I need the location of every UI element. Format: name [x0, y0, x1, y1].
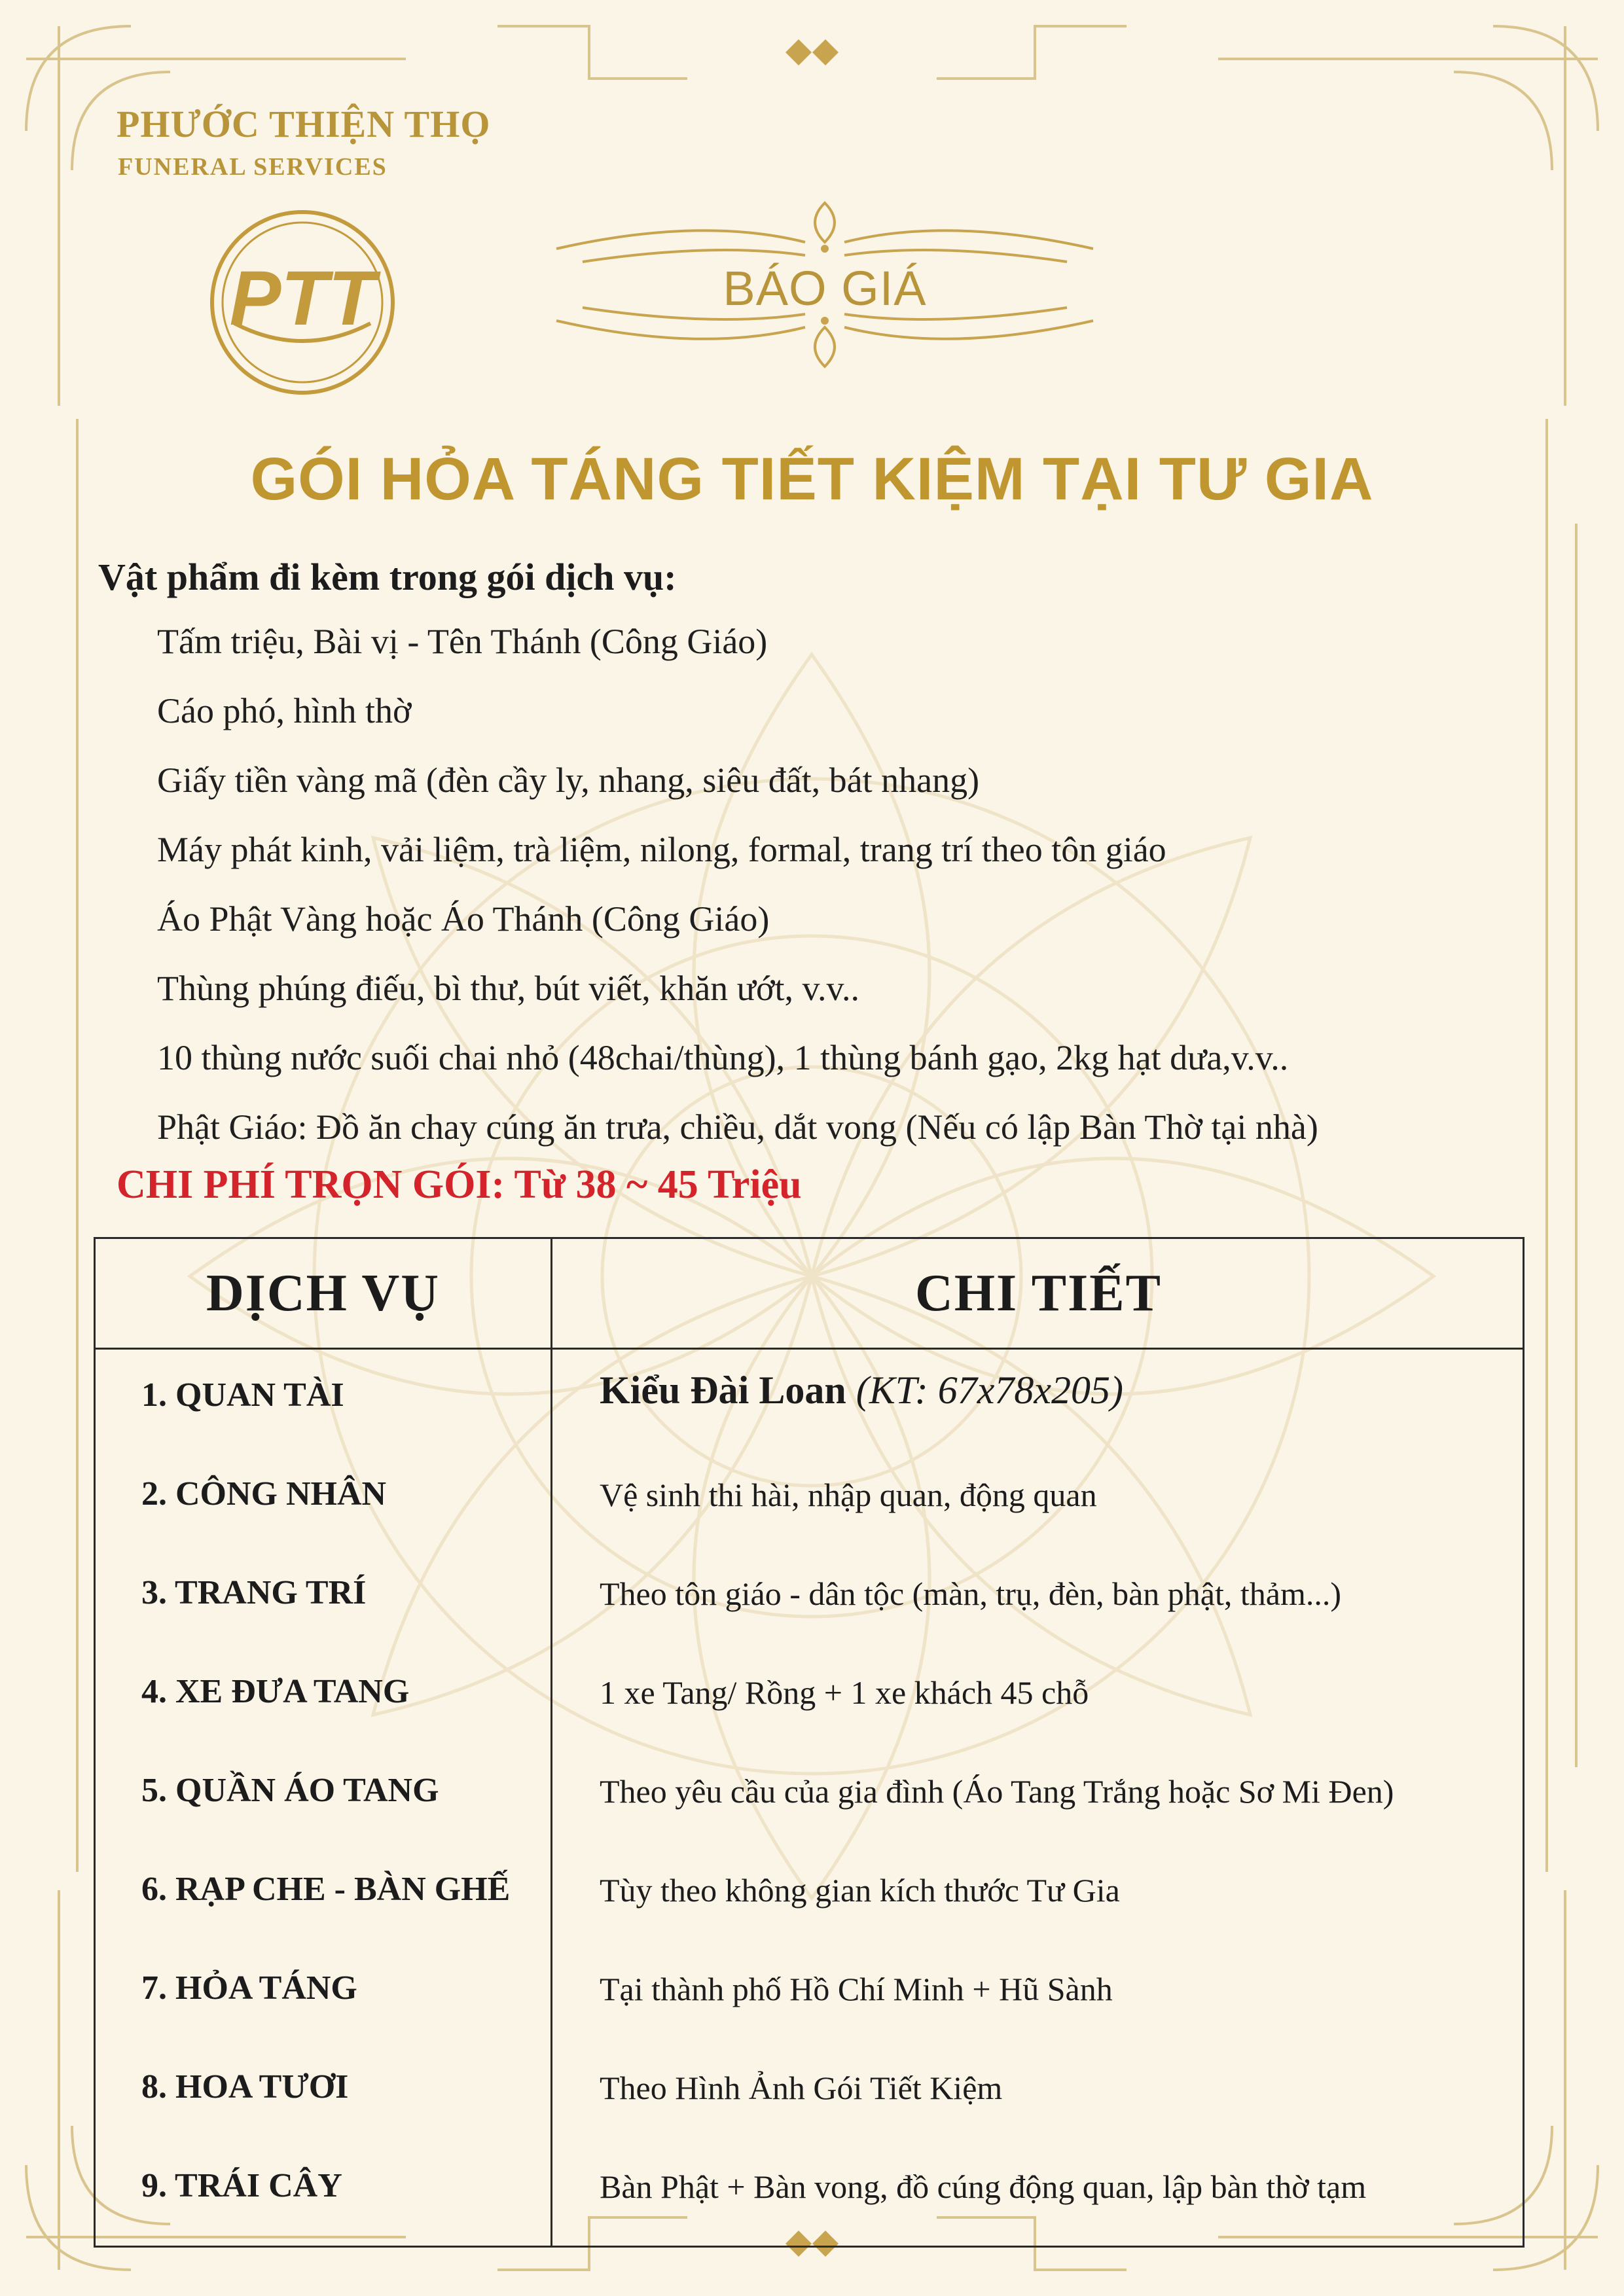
- service-name: 6. RẠP CHE - BÀN GHẾ: [141, 1871, 511, 1908]
- included-list: [157, 615, 1318, 1170]
- service-name: 3. TRANG TRÍ: [141, 1574, 367, 1611]
- included-item: Máy phát kinh, vải liệm, trà liệm, nilong, formal, trang trí theo tôn giáo: [157, 830, 1166, 869]
- service-name: 4. XE ĐƯA TANG: [141, 1673, 410, 1710]
- table-row: [96, 2140, 1523, 2239]
- service-name: 2. CÔNG NHÂN: [141, 1475, 387, 1513]
- service-name: 9. TRÁI CÂY: [141, 2167, 342, 2204]
- service-detail: Bàn Phật + Bàn vong, đồ cúng động quan, lập bàn thờ tạm: [600, 2168, 1367, 2205]
- table-row: [96, 1943, 1523, 2041]
- table-row: [96, 1448, 1523, 1547]
- coffin-style: Kiểu Đài Loan: [600, 1369, 846, 1412]
- service-name: 8. HOA TƯƠI: [141, 2068, 349, 2106]
- service-table: [94, 1237, 1525, 2248]
- table-row: [96, 2041, 1523, 2140]
- brand-name: PHƯỚC THIỆN THỌ: [117, 103, 491, 145]
- table-row: [96, 1844, 1523, 1943]
- service-detail: Theo tôn giáo - dân tộc (màn, trụ, đèn, bàn phật, thảm...): [600, 1575, 1342, 1612]
- banner-label: BÁO GIÁ: [723, 261, 927, 315]
- included-item: Giấy tiền vàng mã (đèn cầy ly, nhang, siêu đất, bát nhang): [157, 761, 980, 800]
- page-title: GÓI HỎA TÁNG TIẾT KIỆM TẠI TƯ GIA: [250, 446, 1374, 512]
- service-detail: Vệ sinh thi hài, nhập quan, động quan: [600, 1477, 1097, 1513]
- service-name: 1. QUAN TÀI: [141, 1376, 344, 1414]
- table-row: [96, 1350, 1523, 1448]
- table-row: [96, 1547, 1523, 1646]
- header-detail: CHI TIẾT: [915, 1265, 1162, 1322]
- table-row: [96, 1646, 1523, 1745]
- service-detail: Tại thành phố Hồ Chí Minh + Hũ Sành: [600, 1971, 1113, 2007]
- brand-logo: [208, 208, 397, 397]
- package-price: CHI PHÍ TRỌN GÓI: Từ 38 ~ 45 Triệu: [117, 1162, 802, 1207]
- service-name: 7. HỎA TÁNG: [141, 1969, 357, 2007]
- included-item: Tấm triệu, Bài vị - Tên Thánh (Công Giáo): [157, 622, 768, 661]
- brand-subtitle: FUNERAL SERVICES: [118, 153, 388, 181]
- included-item: Cáo phó, hình thờ: [157, 691, 412, 730]
- service-detail: Theo yêu cầu của gia đình (Áo Tang Trắng hoặc Sơ Mi Đen): [600, 1773, 1394, 1810]
- included-item: Áo Phật Vàng hoặc Áo Thánh (Công Giáo): [157, 899, 770, 939]
- included-heading: Vật phẩm đi kèm trong gói dịch vụ:: [98, 556, 677, 598]
- included-item: 10 thùng nước suối chai nhỏ (48chai/thùng), 1 thùng bánh gạo, 2kg hạt dưa,v.v..: [157, 1038, 1289, 1077]
- header-service: DỊCH VỤ: [206, 1265, 440, 1322]
- service-name: 5. QUẦN ÁO TANG: [141, 1772, 439, 1809]
- logo-text: PTT: [229, 255, 376, 342]
- included-item: Phật Giáo: Đồ ăn chay cúng ăn trưa, chiều, dắt vong (Nếu có lập Bàn Thờ tại nhà): [157, 1107, 1318, 1147]
- service-detail: Theo Hình Ảnh Gói Tiết Kiệm: [600, 2070, 1003, 2106]
- service-detail: Tùy theo không gian kích thước Tư Gia: [600, 1872, 1120, 1909]
- included-item: Thùng phúng điếu, bì thư, bút viết, khăn ướt, v.v..: [157, 969, 859, 1008]
- table-row: [96, 1745, 1523, 1844]
- service-detail: [600, 1368, 1123, 1413]
- coffin-size: (KT: 67x78x205): [856, 1369, 1124, 1412]
- service-detail: 1 xe Tang/ Rồng + 1 xe khách 45 chỗ: [600, 1674, 1089, 1711]
